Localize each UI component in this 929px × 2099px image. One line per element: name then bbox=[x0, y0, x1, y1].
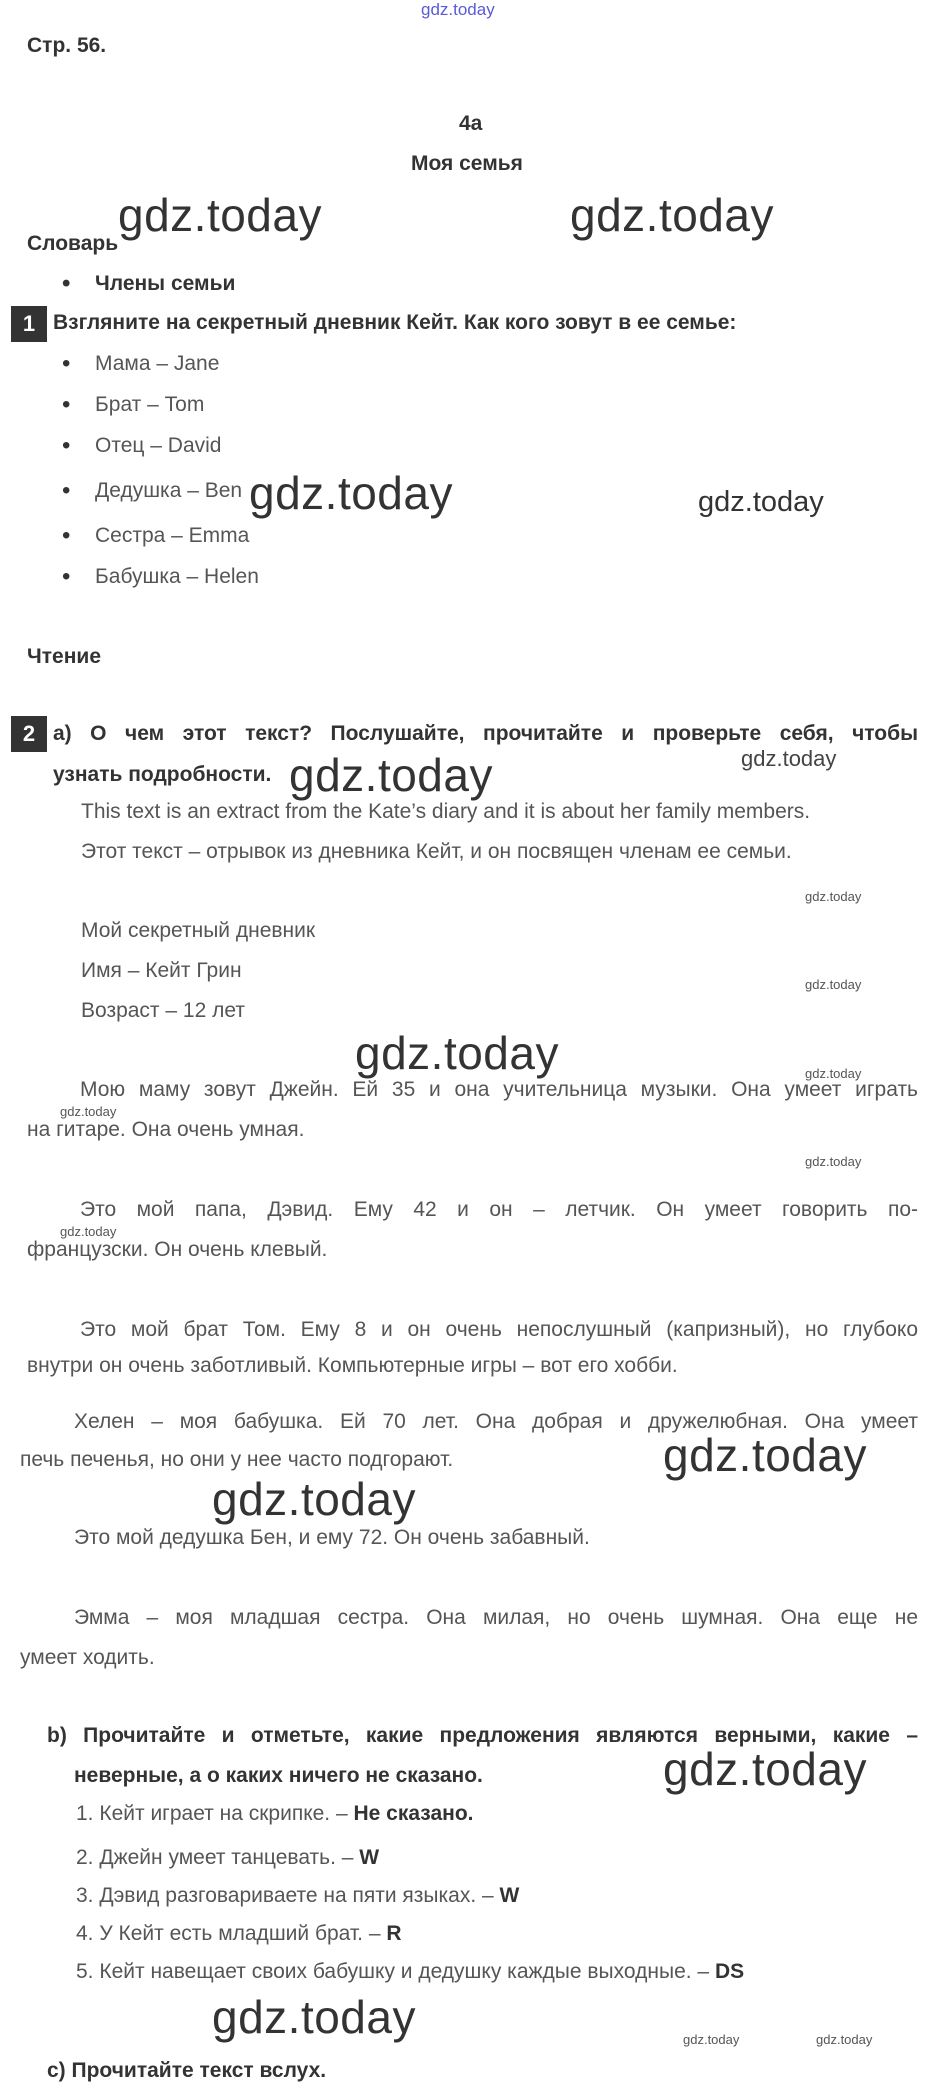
exercise-2a-title-line1: а) О чем этот текст? Послушайте, прочитайте и проверьте себя, чтобы bbox=[53, 722, 918, 745]
watermark: gdz.today bbox=[741, 746, 837, 771]
watermark: gdz.today bbox=[805, 1066, 862, 1081]
story-paragraph-5: Это мой дедушка Бен, и ему 72. Он очень забавный. bbox=[74, 1526, 590, 1549]
statement-answer: W bbox=[499, 1884, 520, 1907]
statement-item bbox=[76, 1884, 519, 1908]
family-list-item: • Брат – Tom bbox=[95, 393, 204, 417]
family-list-item: • Отец – David bbox=[95, 434, 221, 458]
watermark: gdz.today bbox=[249, 467, 453, 519]
story-paragraph-3-line1: Это мой брат Том. Ему 8 и он очень непослушный (капризный), но глубоко bbox=[80, 1318, 918, 1341]
watermark: gdz.today bbox=[355, 1027, 559, 1079]
watermark: gdz.today bbox=[698, 486, 824, 518]
vocab-item-label: Члены семьи bbox=[95, 272, 236, 295]
statement-item bbox=[76, 1960, 744, 1984]
exercise-1-title: Взгляните на секретный дневник Кейт. Как кого зовут в ее семье: bbox=[53, 311, 737, 334]
story-paragraph-1-line1: Мою маму зовут Джейн. Ей 35 и она учительница музыки. Она умеет играть bbox=[80, 1078, 918, 1101]
watermark-top: gdz.today bbox=[421, 0, 495, 19]
statement-text: 2. Джейн умеет танцевать. – bbox=[76, 1846, 360, 1869]
watermark: gdz.today bbox=[60, 1104, 117, 1119]
statement-text: 1. Кейт играет на скрипке. – bbox=[76, 1802, 354, 1825]
story-paragraph-2-line2: французски. Он очень клевый. bbox=[27, 1238, 328, 1261]
watermark: gdz.today bbox=[212, 1991, 416, 2043]
statement-answer: Не сказано. bbox=[353, 1802, 474, 1825]
family-list-item: • Бабушка – Helen bbox=[95, 565, 259, 589]
answer-english: This text is an extract from the Kate’s diary and it is about her family members. bbox=[81, 800, 811, 823]
watermark: gdz.today bbox=[805, 889, 862, 904]
watermark: gdz.today bbox=[816, 2032, 873, 2047]
reading-heading: Чтение bbox=[27, 645, 101, 668]
watermark: gdz.today bbox=[118, 189, 322, 241]
watermark: gdz.today bbox=[570, 189, 774, 241]
diary-age: Возраст – 12 лет bbox=[81, 999, 245, 1022]
vocab-heading: Словарь bbox=[27, 232, 119, 255]
answer-russian: Этот текст – отрывок из дневника Кейт, и он посвящен членам ее семьи. bbox=[81, 840, 792, 863]
unit-title: Моя семья bbox=[411, 152, 523, 175]
story-paragraph-6-line1: Эмма – моя младшая сестра. Она милая, но очень шумная. Она еще не bbox=[74, 1606, 918, 1629]
statement-text: 3. Дэвид разговариваете на пяти языках. – bbox=[76, 1884, 500, 1907]
exercise-2b-title-line1: b) Прочитайте и отметьте, какие предложения являются верными, какие – bbox=[47, 1724, 918, 1747]
watermark: gdz.today bbox=[663, 1743, 867, 1795]
watermark: gdz.today bbox=[805, 977, 862, 992]
watermark: gdz.today bbox=[683, 2032, 740, 2047]
statement-answer: R bbox=[386, 1922, 402, 1945]
statement-item bbox=[76, 1846, 379, 1870]
story-paragraph-1-line2: на гитаре. Она очень умная. bbox=[27, 1118, 305, 1141]
exercise-2a-title-line2: узнать подробности. bbox=[53, 763, 272, 786]
statement-item bbox=[76, 1802, 474, 1826]
statement-answer: W bbox=[359, 1846, 380, 1869]
watermark: gdz.today bbox=[805, 1154, 862, 1169]
statement-item bbox=[76, 1922, 402, 1946]
vocab-item bbox=[62, 270, 236, 297]
statement-answer: DS bbox=[714, 1960, 745, 1983]
story-paragraph-4-line1: Хелен – моя бабушка. Ей 70 лет. Она добрая и дружелюбная. Она умеет bbox=[74, 1410, 918, 1433]
watermark: gdz.today bbox=[289, 749, 493, 801]
diary-title: Мой секретный дневник bbox=[81, 919, 316, 942]
exercise-number-badge: 1 bbox=[11, 306, 47, 342]
statement-text: 4. У Кейт есть младший брат. – bbox=[76, 1922, 387, 1945]
story-paragraph-6-line2: умеет ходить. bbox=[20, 1646, 155, 1669]
story-paragraph-2-line1: Это мой папа, Дэвид. Ему 42 и он – летчик. Он умеет говорить по- bbox=[80, 1198, 918, 1221]
family-list-item: • Дедушка – Ben bbox=[95, 479, 242, 503]
watermark: gdz.today bbox=[663, 1429, 867, 1481]
watermark: gdz.today bbox=[212, 1473, 416, 1525]
unit-number: 4a bbox=[459, 112, 483, 135]
exercise-2c-title: с) Прочитайте текст вслух. bbox=[47, 2059, 327, 2082]
exercise-2b-title-line2: неверные, а о каких ничего не сказано. bbox=[74, 1764, 483, 1787]
statement-text: 5. Кейт навещает своих бабушку и дедушку каждые выходные. – bbox=[76, 1960, 715, 1983]
page-reference: Стр. 56. bbox=[27, 34, 107, 57]
watermark: gdz.today bbox=[60, 1224, 117, 1239]
family-list-item: • Сестра – Emma bbox=[95, 524, 249, 548]
bullet-icon: • bbox=[62, 270, 71, 297]
story-paragraph-4-line2: печь печенья, но они у нее часто подгорают. bbox=[20, 1448, 454, 1471]
exercise-number-badge: 2 bbox=[11, 716, 47, 752]
story-paragraph-3-line2: внутри он очень заботливый. Компьютерные игры – вот его хобби. bbox=[27, 1354, 678, 1377]
family-list-item: • Мама – Jane bbox=[95, 352, 219, 376]
diary-name: Имя – Кейт Грин bbox=[81, 959, 242, 982]
